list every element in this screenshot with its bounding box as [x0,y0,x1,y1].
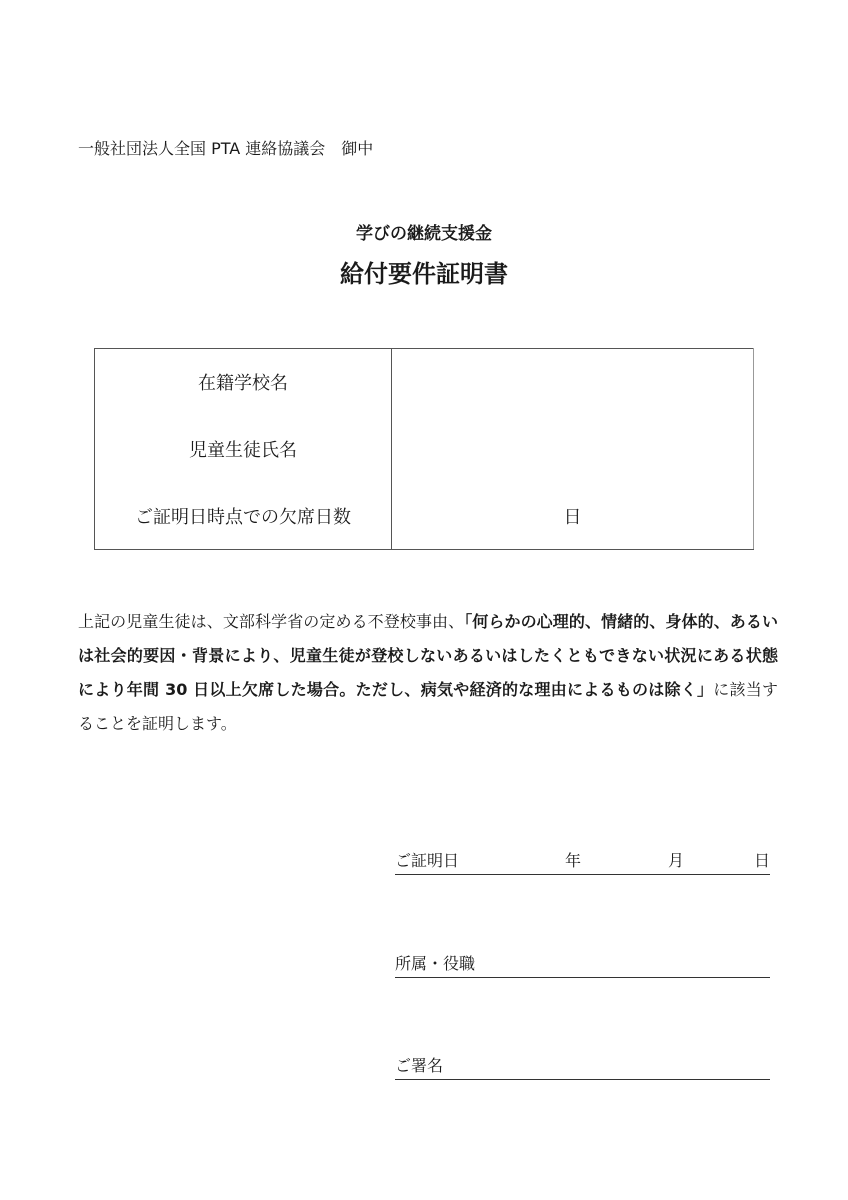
certification-date-label: ご証明日 [395,851,460,870]
addressee: 一般社団法人全国 PTA 連絡協議会 御中 [78,139,374,158]
table-row [95,482,754,549]
statement-conclusion: に該当することを証明します。 [78,680,778,733]
statement-definition: 「何らかの心理的、情緒的、身体的、あるいは社会的要因・背景により、児童生徒が登校しないあるいはしたくともできない状況にある状態により年間 30 日以上欠席した場合。ただし、病気や経済的な理由によるものは除く」 [78,612,778,699]
signature-line[interactable] [395,1055,770,1080]
table-row [95,349,754,416]
student-name-label: 児童生徒氏名 [95,416,392,482]
info-table [94,348,754,550]
certification-date-line[interactable] [395,850,770,875]
student-name-field[interactable] [392,416,754,482]
absence-days-field[interactable]: 日 [392,482,754,549]
month-label: 月 [668,851,685,870]
affiliation-label: 所属・役職 [395,954,476,973]
statement-intro: 上記の児童生徒は、文部科学省の定める不登校事由、 [78,612,465,631]
table-row [95,416,754,482]
affiliation-line[interactable] [395,953,770,978]
document-title: 給付要件証明書 [340,260,508,288]
absence-days-label: ご証明日時点での欠席日数 [95,482,392,549]
school-name-label: 在籍学校名 [95,349,392,416]
signature-label: ご署名 [395,1056,444,1075]
document-subtitle: 学びの継続支援金 [356,224,492,244]
certification-statement [78,605,778,741]
year-label: 年 [565,851,582,870]
school-name-field[interactable] [392,349,754,416]
day-label: 日 [754,851,771,870]
